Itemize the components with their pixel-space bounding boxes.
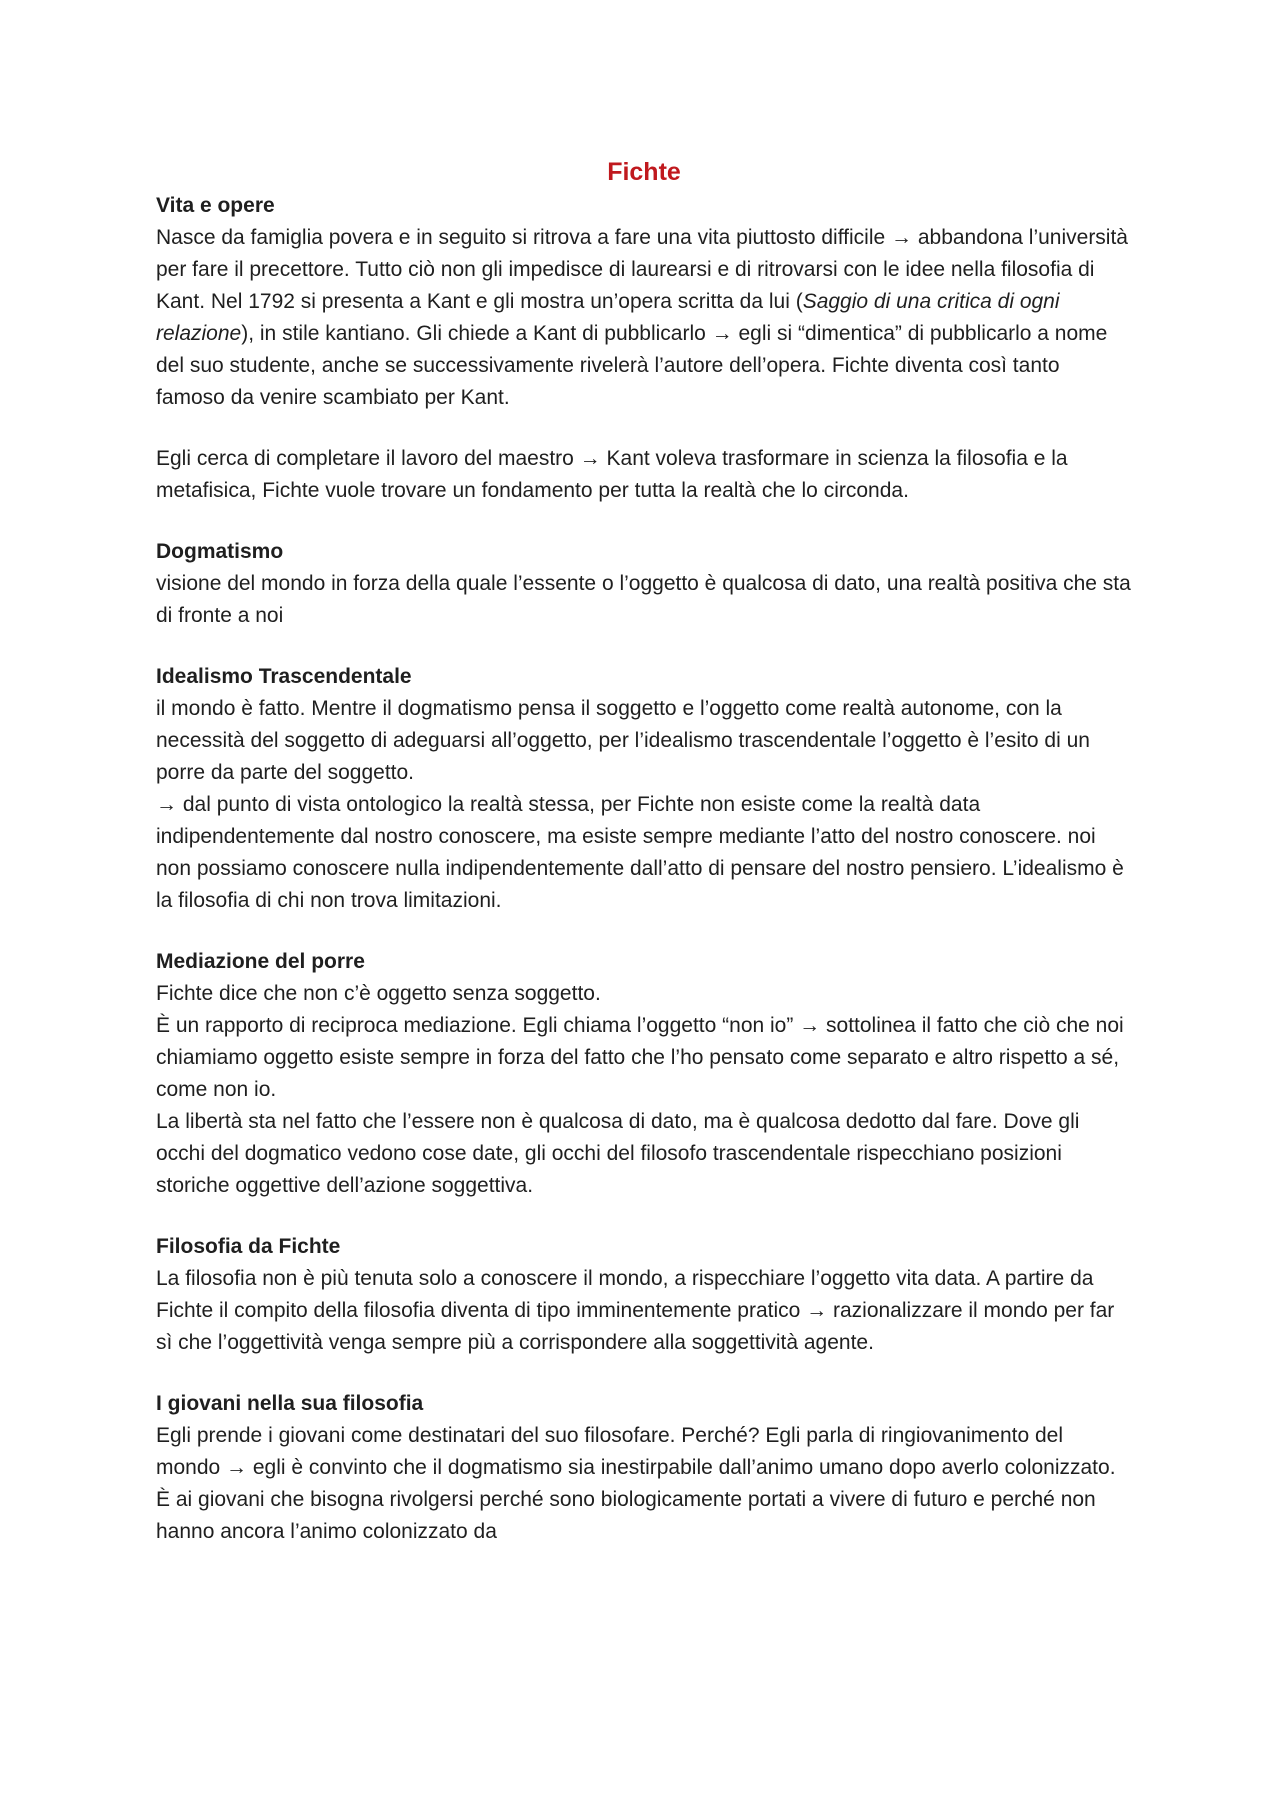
section-paragraph: il mondo è fatto. Mentre il dogmatismo pensa il soggetto e l’oggetto come realtà autonome, con la necessità del soggetto di adeguarsi all’oggetto, per l’idealismo trascendentale l’oggetto è l’esito di un porre da parte del soggetto. [156, 697, 1090, 784]
document-title: Fichte [607, 158, 681, 186]
section-paragraph: La filosofia non è più tenuta solo a conoscere il mondo, a rispecchiare l’oggetto vita data. A partire da Fichte il compito della filosofia diventa di tipo imminentemente pratico → razionalizzare il mondo per far sì che l’oggettività venga sempre più a corrispondere alla soggettività agente. [156, 1267, 1115, 1354]
section-heading: I giovani nella sua filosofia [156, 1392, 424, 1415]
section-heading: Filosofia da Fichte [156, 1235, 341, 1258]
section-idealismo-trascendentale [156, 661, 1132, 917]
section-heading: Mediazione del porre [156, 950, 365, 973]
section-heading: Dogmatismo [156, 540, 284, 563]
section-heading: Vita e opere [156, 194, 275, 217]
book-title: Saggio di una critica di ogni relazione [156, 290, 1060, 345]
section-paragraph: visione del mondo in forza della quale l’essente o l’oggetto è qualcosa di dato, una realtà positiva che sta di fronte a noi [156, 572, 1131, 627]
document-page [156, 156, 1132, 1577]
section-vita-e-opere [156, 190, 1132, 507]
paragraph-text: Nasce da famiglia povera e in seguito si ritrova a fare una vita piuttosto difficile → abbandona l’università per fare il precettore. Tutto ciò non gli impedisce di laurearsi e di ritrovarsi con le idee nella filosofia di Kant. Nel 1792 si presenta a Kant e gli mostra un’opera scritta da lui ( [156, 226, 1128, 313]
section-paragraph [156, 222, 1132, 414]
section-i-giovani [156, 1388, 1132, 1548]
section-paragraph: Egli prende i giovani come destinatari del suo filosofare. Perché? Egli parla di ringiovanimento del mondo → egli è convinto che il dogmatismo sia inestirpabile dall’animo umano dopo averlo colonizzato. È ai giovani che bisogna rivolgersi perché sono biologicamente portati a vivere di futuro e perché non hanno ancora l’animo colonizzato da [156, 1424, 1116, 1543]
section-paragraph: È un rapporto di reciproca mediazione. Egli chiama l’oggetto “non io” → sottolinea il fatto che ciò che noi chiamiamo oggetto esiste sempre in forza del fatto che l’ho pensato come separato e altro rispetto a sé, come non io. [156, 1014, 1124, 1101]
section-paragraph: La libertà sta nel fatto che l’essere non è qualcosa di dato, ma è qualcosa dedotto dal fare. Dove gli occhi del dogmatico vedono cose date, gli occhi del filosofo trascendentale rispecchiano posizioni storiche oggettive dell’azione soggettiva. [156, 1110, 1080, 1197]
section-paragraph: Fichte dice che non c’è oggetto senza soggetto. [156, 982, 601, 1005]
section-heading: Idealismo Trascendentale [156, 665, 412, 688]
paragraph-text: ), in stile kantiano. Gli chiede a Kant di pubblicarlo → egli si “dimentica” di pubblicarlo a nome del suo studente, anche se successivamente rivelerà l’autore dell’opera. Fichte diventa così tanto famoso da venire scambiato per Kant. [156, 322, 1108, 409]
section-paragraph: → dal punto di vista ontologico la realtà stessa, per Fichte non esiste come la realtà data indipendentemente dal nostro conoscere, ma esiste sempre mediante l’atto del nostro conoscere. noi non possiamo conoscere nulla indipendentemente dall’atto di pensare del nostro pensiero. L’idealismo è la filosofia di chi non trova limitazioni. [156, 793, 1124, 912]
section-dogmatismo [156, 536, 1132, 632]
section-filosofia-da-fichte [156, 1231, 1132, 1359]
section-paragraph: Egli cerca di completare il lavoro del maestro → Kant voleva trasformare in scienza la filosofia e la metafisica, Fichte vuole trovare un fondamento per tutta la realtà che lo circonda. [156, 447, 1068, 502]
section-mediazione-del-porre [156, 946, 1132, 1202]
